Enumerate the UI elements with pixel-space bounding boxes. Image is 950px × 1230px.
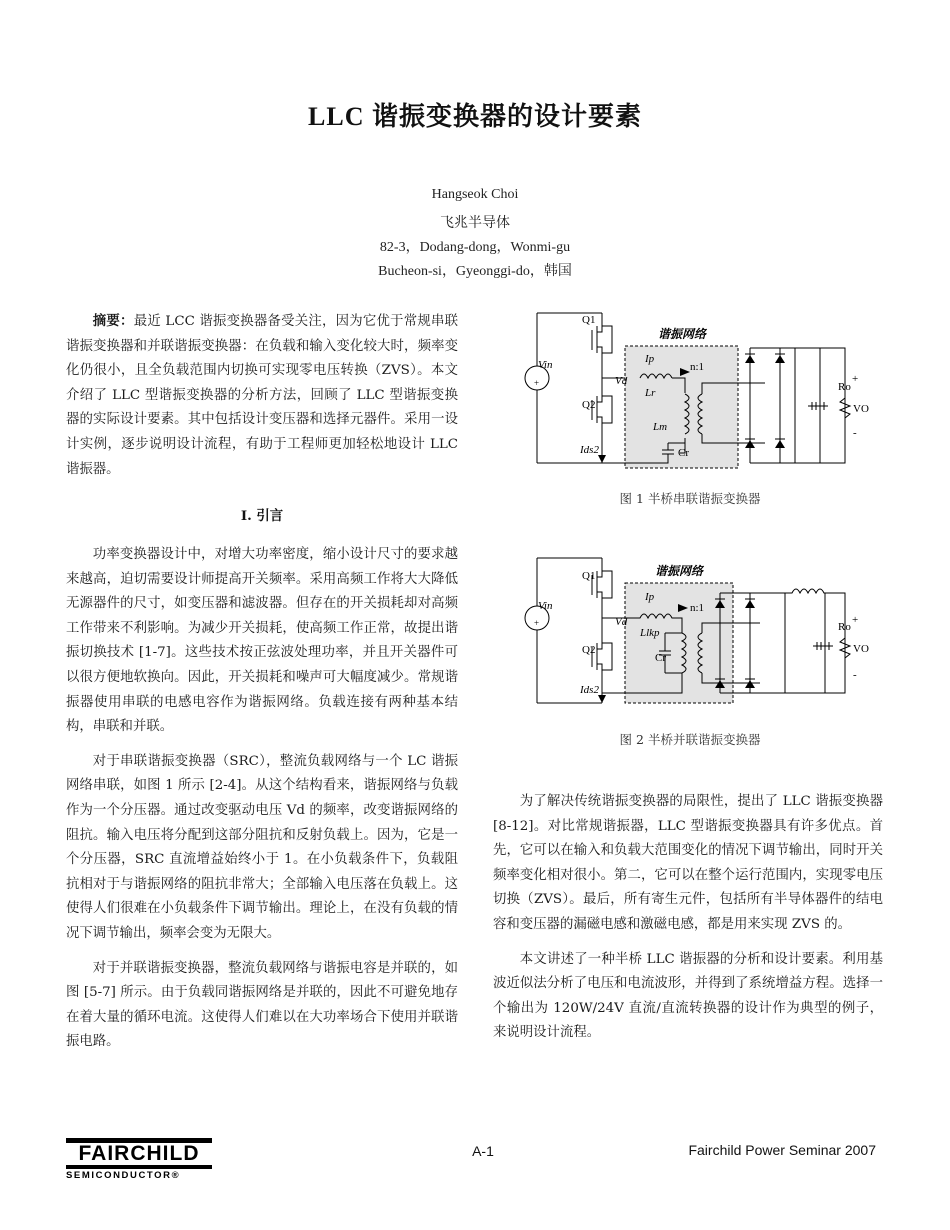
fig1-q1-label: Q1 (582, 314, 596, 326)
figure-1-circuit (520, 308, 869, 478)
author-address-line1: 82-3，Dodang-dong，Wonmi-gu (379, 240, 571, 255)
fig1-ratio-label: n:1 (690, 361, 705, 373)
fig1-vo-label: VO (853, 403, 869, 415)
fig1-lr-label: Lr (645, 387, 656, 399)
page-number: A-1 (472, 1143, 494, 1159)
abstract-label: 摘要： (92, 313, 134, 329)
fig1-ip-label: Ip (645, 353, 655, 365)
abstract (66, 309, 458, 482)
figure-2-caption: 图 2 半桥并联谐振变换器 (619, 732, 761, 747)
resonant-network-box (625, 583, 733, 703)
fig2-minus-label: - (853, 669, 857, 681)
fig1-box-label: 谐振网络 (658, 327, 707, 341)
right-paragraph-2: 本文讲述了一种半桥 LLC 谐振器的分析和设计要素。利用基波近似法分析了电压和电流波形，并得到了系统增益方程。选择一个输出为 120W/24V 直流/直流转换器的设计作为典型的例子，来说明设计流程。 (493, 951, 883, 1041)
intro-paragraph-1: 功率变换器设计中，对增大功率密度，缩小设计尺寸的要求越来越高，迫切需要设计师提高开关频率。采用高频工作将大大降低无源器件的尺寸，如变压器和滤波器。但存在的开关损耗却对高频工作带来不利影响。为减少开关损耗，使高频工作正常，故提出谐振切换技术 [1-7]。这些技术按正弦波处理功率，并且开关器件可以很方便地软换向。因此，开关损耗和噪声可大幅度减少。常规谐振器使用串联的电感电容作为谐振网络。负载连接有两种基本结构，串联和并联。 (66, 547, 458, 735)
author-address-line2: Bucheon-si，Gyeonggi-do，韩国 (378, 264, 572, 279)
fig2-llkp-label: Llkp (640, 627, 660, 639)
fig2-ids2-label: Ids2 (580, 684, 599, 696)
right-paragraph-1: 为了解决传统谐振变换器的局限性，提出了 LLC 谐振变换器 [8-12]。对比常规谐振器，LLC 型谐振变换器具有许多优点。首先，它可以在输入和负载大范围变化的情况下调节输出，同时开关频率变化相对很小。第二，它可以在整个运行范围内，实现零电压切换（ZVS）。最后，所有寄生元件，包括所有半导体器件的结电容和变压器的漏磁电感和激磁电感，都是用来实现 ZVS 的。 (493, 794, 883, 932)
fig1-ro-label: Ro (838, 381, 851, 393)
logo-main-text: FAIRCHILD (78, 1142, 200, 1165)
fig1-q2-label: Q2 (582, 399, 596, 411)
fig2-src-plus: + (534, 618, 540, 628)
intro-paragraph-2: 对于串联谐振变换器（SRC），整流负载网络与一个 LC 谐振网络串联，如图 1 所示 [2-4]。从这个结构看来，谐振网络与负载作为一个分压器。通过改变驱动电压 Vd 的频率，改变谐振网络的阻抗。输入电压将分配到这部分阻抗和反射负载上。因为，它是一个分压器，SRC 直流增益始终小于 1。在小负载条件下，负载阻抗相对于与谐振网络的阻抗非常大；全部输入电压落在负载上。这使得人们很难在小负载条件下调节输出。理论上，在没有负载的情况下调节输出，频率会变为无限大。 (66, 753, 458, 941)
figure-1-caption: 图 1 半桥串联谐振变换器 (619, 491, 761, 506)
fig2-ratio-label: n:1 (690, 602, 705, 614)
fig2-cr-label: Cr (655, 652, 666, 664)
fig2-vin-label: Vin (538, 600, 553, 612)
fairchild-logo (66, 1138, 212, 1182)
fig1-vin-label: Vin (538, 359, 553, 371)
paper-title: LLC 谐振变换器的设计要素 (308, 102, 642, 131)
intro-paragraph-3: 对于并联谐振变换器，整流负载网络与谐振电容是并联的，如图 [5-7] 所示。由于负载同谐振网络是并联的，因此不可避免地存在着大量的循环电流。这使得人们难以在大功率场合下使用并联谐振电路。 (66, 960, 458, 1050)
fig1-vd-label: Vd (615, 375, 628, 387)
fig1-lm-label: Lm (653, 421, 668, 433)
fig2-q1-label: Q1 (582, 570, 596, 582)
figure-2-circuit (520, 553, 869, 713)
fig1-src-plus: + (534, 378, 540, 388)
fig1-cr-label: Cr (678, 447, 689, 459)
right-column-text (493, 790, 883, 1046)
fig1-minus-label: - (853, 427, 857, 439)
fig1-ids2-label: Ids2 (580, 444, 599, 456)
fig2-ip-label: Ip (645, 591, 655, 603)
author-name: Hangseok Choi (431, 187, 519, 202)
fig2-plus-label: + (852, 614, 859, 626)
seminar-label: Fairchild Power Seminar 2007 (688, 1142, 876, 1158)
author-company: 飞兆半导体 (440, 216, 510, 231)
fig2-vo-label: VO (853, 643, 869, 655)
fig2-vd-label: Vd (615, 616, 628, 628)
fig2-q2-label: Q2 (582, 644, 596, 656)
fig2-box-label: 谐振网络 (655, 564, 704, 578)
logo-sub-text: SEMICONDUCTOR® (66, 1170, 181, 1181)
fig2-ro-label: Ro (838, 621, 851, 633)
abstract-text: 最近 LCC 谐振变换器备受关注，因为它优于常规串联谐振变换器和并联谐振变换器：在负载和输入变化较大时，频率变化仍很小，且全负载范围内切换可实现零电压转换（ZVS）。本文介绍了 LLC 型谐振变换器的分析方法，回顾了 LLC 型谐振变换器的实际设计要素。其中包括设计变压器和选择元器件。采用一设计实例，逐步说明设计流程，有助于工程师更加轻松地设计 LLC 谐振器。 (66, 314, 458, 477)
fig1-plus-label: + (852, 373, 859, 385)
section-heading-intro: I. 引言 (240, 508, 284, 524)
intro-text (66, 543, 458, 1055)
